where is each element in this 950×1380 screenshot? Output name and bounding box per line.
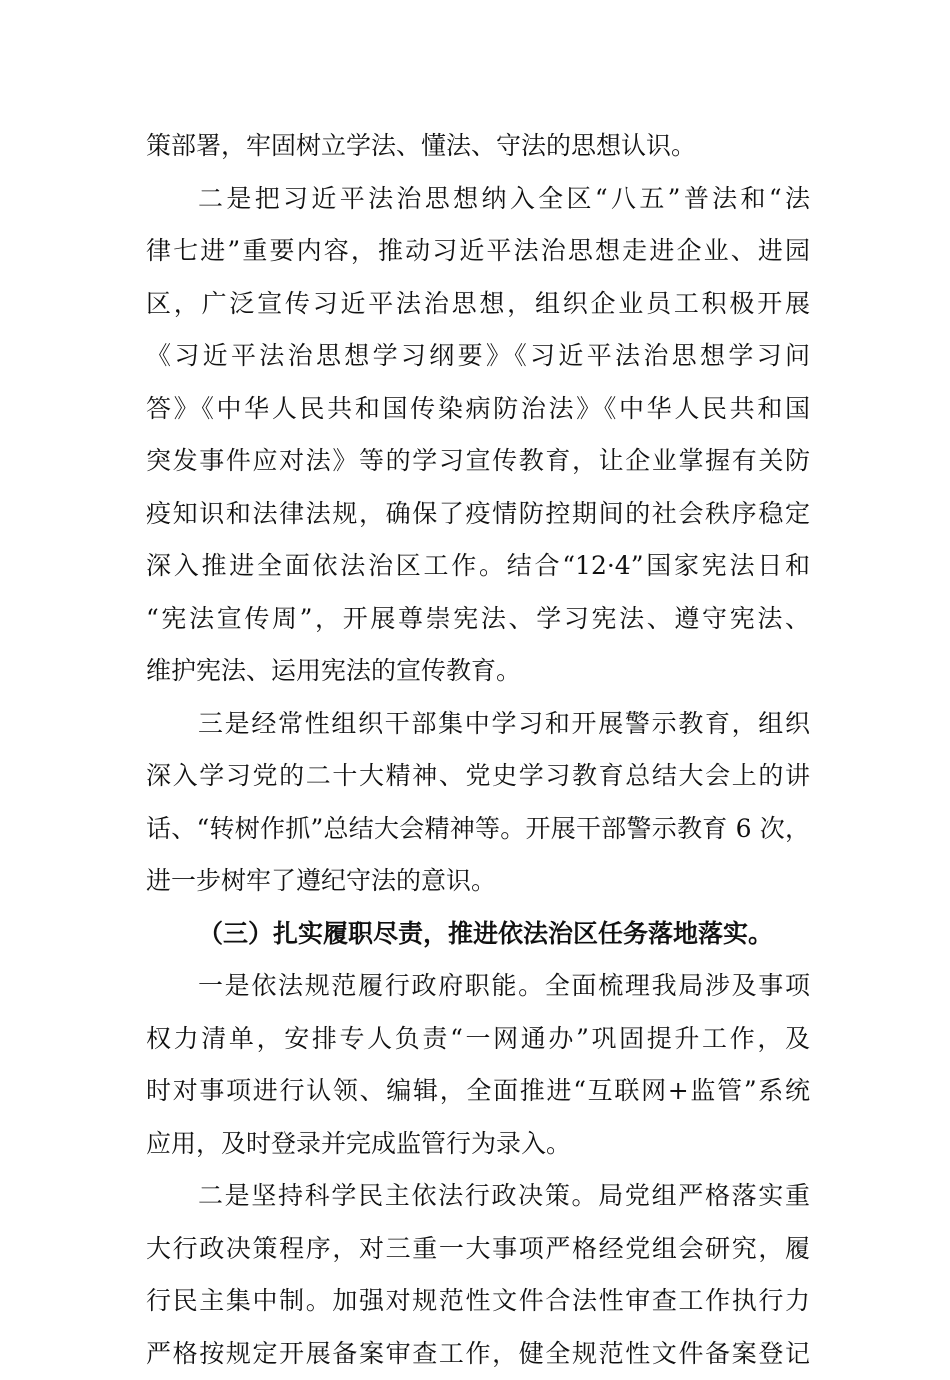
paragraph-line: 一是依法规范履行政府职能。全面梳理我局涉及事项 [146,960,810,1013]
paragraph-line: 《习近平法治思想学习纲要》《习近平法治思想学习问 [146,330,810,383]
paragraph-line: 深入学习党的二十大精神、党史学习教育总结大会上的讲 [146,750,810,803]
section-heading: （三）扎实履职尽责，推进依法治区任务落地落实。 [146,908,810,961]
paragraph-line: “宪法宣传周”，开展尊崇宪法、学习宪法、遵守宪法、 [146,593,810,646]
paragraph-line: 大行政决策程序，对三重一大事项严格经党组会研究，履 [146,1223,810,1276]
paragraph-line: 权力清单，安排专人负责“一网通办”巩固提升工作，及 [146,1013,810,1066]
paragraph-line: 答》《中华人民共和国传染病防治法》《中华人民共和国 [146,383,810,436]
paragraph-line: 维护宪法、运用宪法的宣传教育。 [146,645,810,698]
paragraph-line: 话、“转树作抓”总结大会精神等。开展干部警示教育 6 次， [146,803,810,856]
paragraph-line: 疫知识和法律法规，确保了疫情防控期间的社会秩序稳定 [146,488,810,541]
paragraph-line: 二是把习近平法治思想纳入全区“八五”普法和“法 [146,173,810,226]
paragraph-line: 进一步树牢了遵纪守法的意识。 [146,855,810,908]
paragraph-line: 严格按规定开展备案审查工作，健全规范性文件备案登记 [146,1328,810,1380]
paragraph-line: 行民主集中制。加强对规范性文件合法性审查工作执行力 [146,1275,810,1328]
paragraph-line: 应用，及时登录并完成监管行为录入。 [146,1118,810,1171]
paragraph-line: 突发事件应对法》等的学习宣传教育，让企业掌握有关防 [146,435,810,488]
document-body [146,120,810,1380]
paragraph-line: 二是坚持科学民主依法行政决策。局党组严格落实重 [146,1170,810,1223]
paragraph-line: 时对事项进行认领、编辑，全面推进“互联网+监管”系统 [146,1065,810,1118]
paragraph-line: 律七进”重要内容，推动习近平法治思想走进企业、进园 [146,225,810,278]
paragraph-line: 策部署，牢固树立学法、懂法、守法的思想认识。 [146,120,810,173]
paragraph-line: 深入推进全面依法治区工作。结合“12·4”国家宪法日和 [146,540,810,593]
paragraph-line: 区，广泛宣传习近平法治思想，组织企业员工积极开展 [146,278,810,331]
paragraph-line: 三是经常性组织干部集中学习和开展警示教育，组织 [146,698,810,751]
